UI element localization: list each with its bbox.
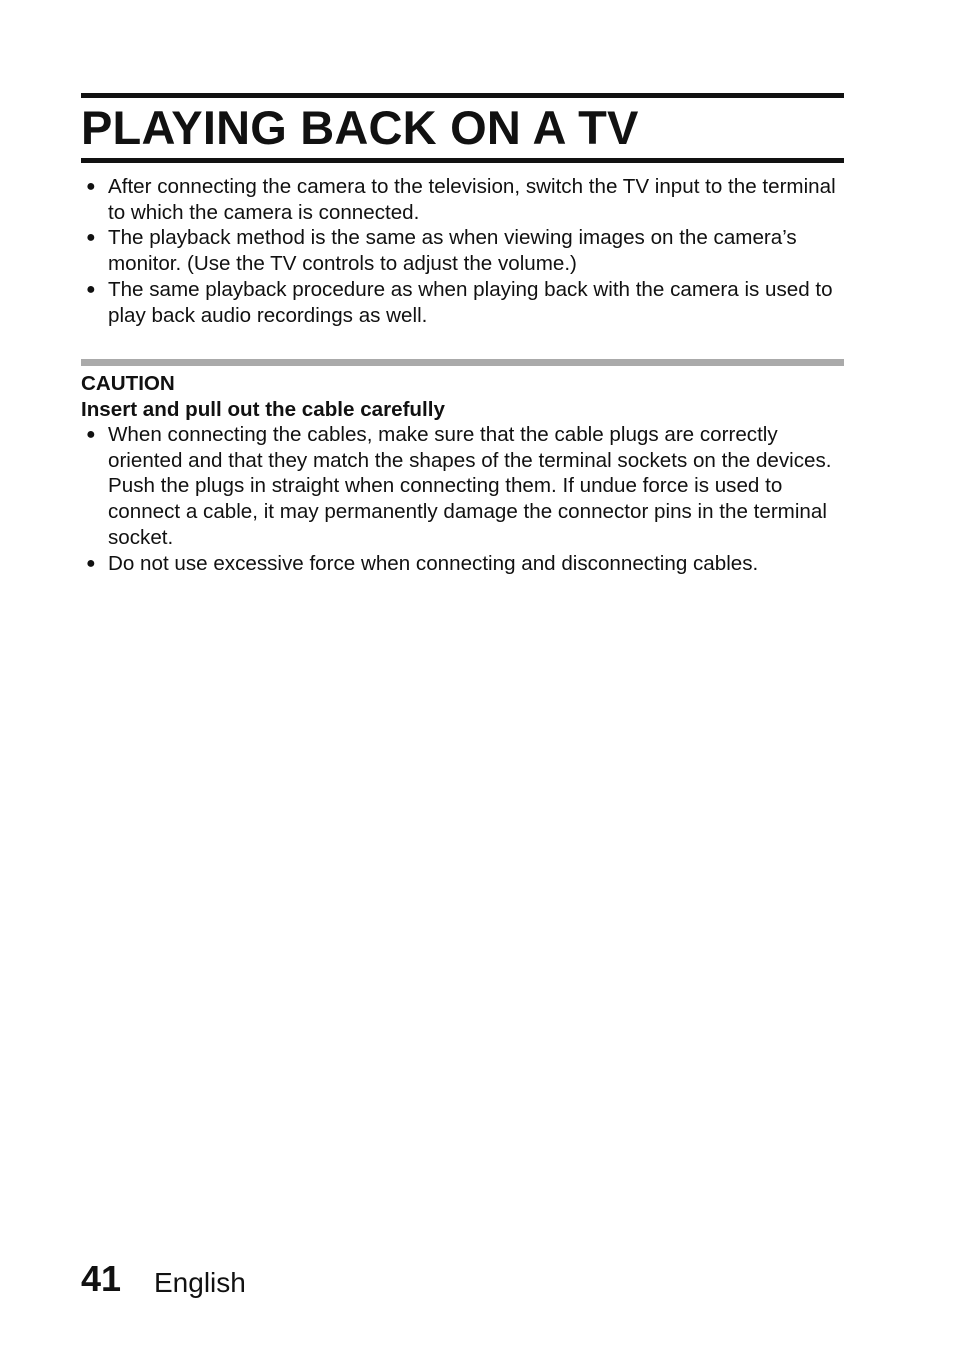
page-title: PLAYING BACK ON A TV (81, 101, 639, 154)
bullet-icon: ● (86, 554, 96, 572)
list-item-text: The same playback procedure as when playing back with the camera is used to play back audio recordings as well. (108, 277, 833, 327)
bullet-icon: ● (86, 178, 96, 195)
list-item-text: After connecting the camera to the television, switch the TV input to the terminal to which the camera is connected. (108, 175, 836, 224)
caution-heading: CAUTION (81, 372, 175, 395)
list-item (81, 551, 851, 577)
list-item (81, 174, 851, 225)
list-item (81, 422, 851, 551)
title-rule-top (81, 93, 844, 98)
bullet-icon: ● (86, 280, 96, 298)
list-item (81, 277, 851, 328)
caution-bullet-list (81, 422, 851, 576)
caution-divider (81, 359, 844, 366)
bullet-icon: ● (86, 229, 96, 247)
page-number: 41 (81, 1258, 122, 1299)
intro-bullet-list (81, 174, 851, 328)
caution-subheading: Insert and pull out the cable carefully (81, 398, 445, 421)
list-item-text: Do not use excessive force when connecting and disconnecting cables. (108, 551, 759, 575)
language-label: English (154, 1267, 246, 1298)
list-item-text: When connecting the cables, make sure that the cable plugs are correctly oriented and that they match the shapes of the terminal sockets on the devices. Push the plugs in straight when connecting them. If undue force is used to connect a cable, it may permanently damage the connector pins in the terminal socket. (108, 423, 832, 549)
bullet-icon: ● (86, 426, 96, 443)
list-item (81, 225, 851, 276)
title-rule-bottom (81, 158, 844, 163)
list-item-text: The playback method is the same as when viewing images on the camera’s monitor. (Use the TV controls to adjust the volume.) (108, 226, 797, 276)
